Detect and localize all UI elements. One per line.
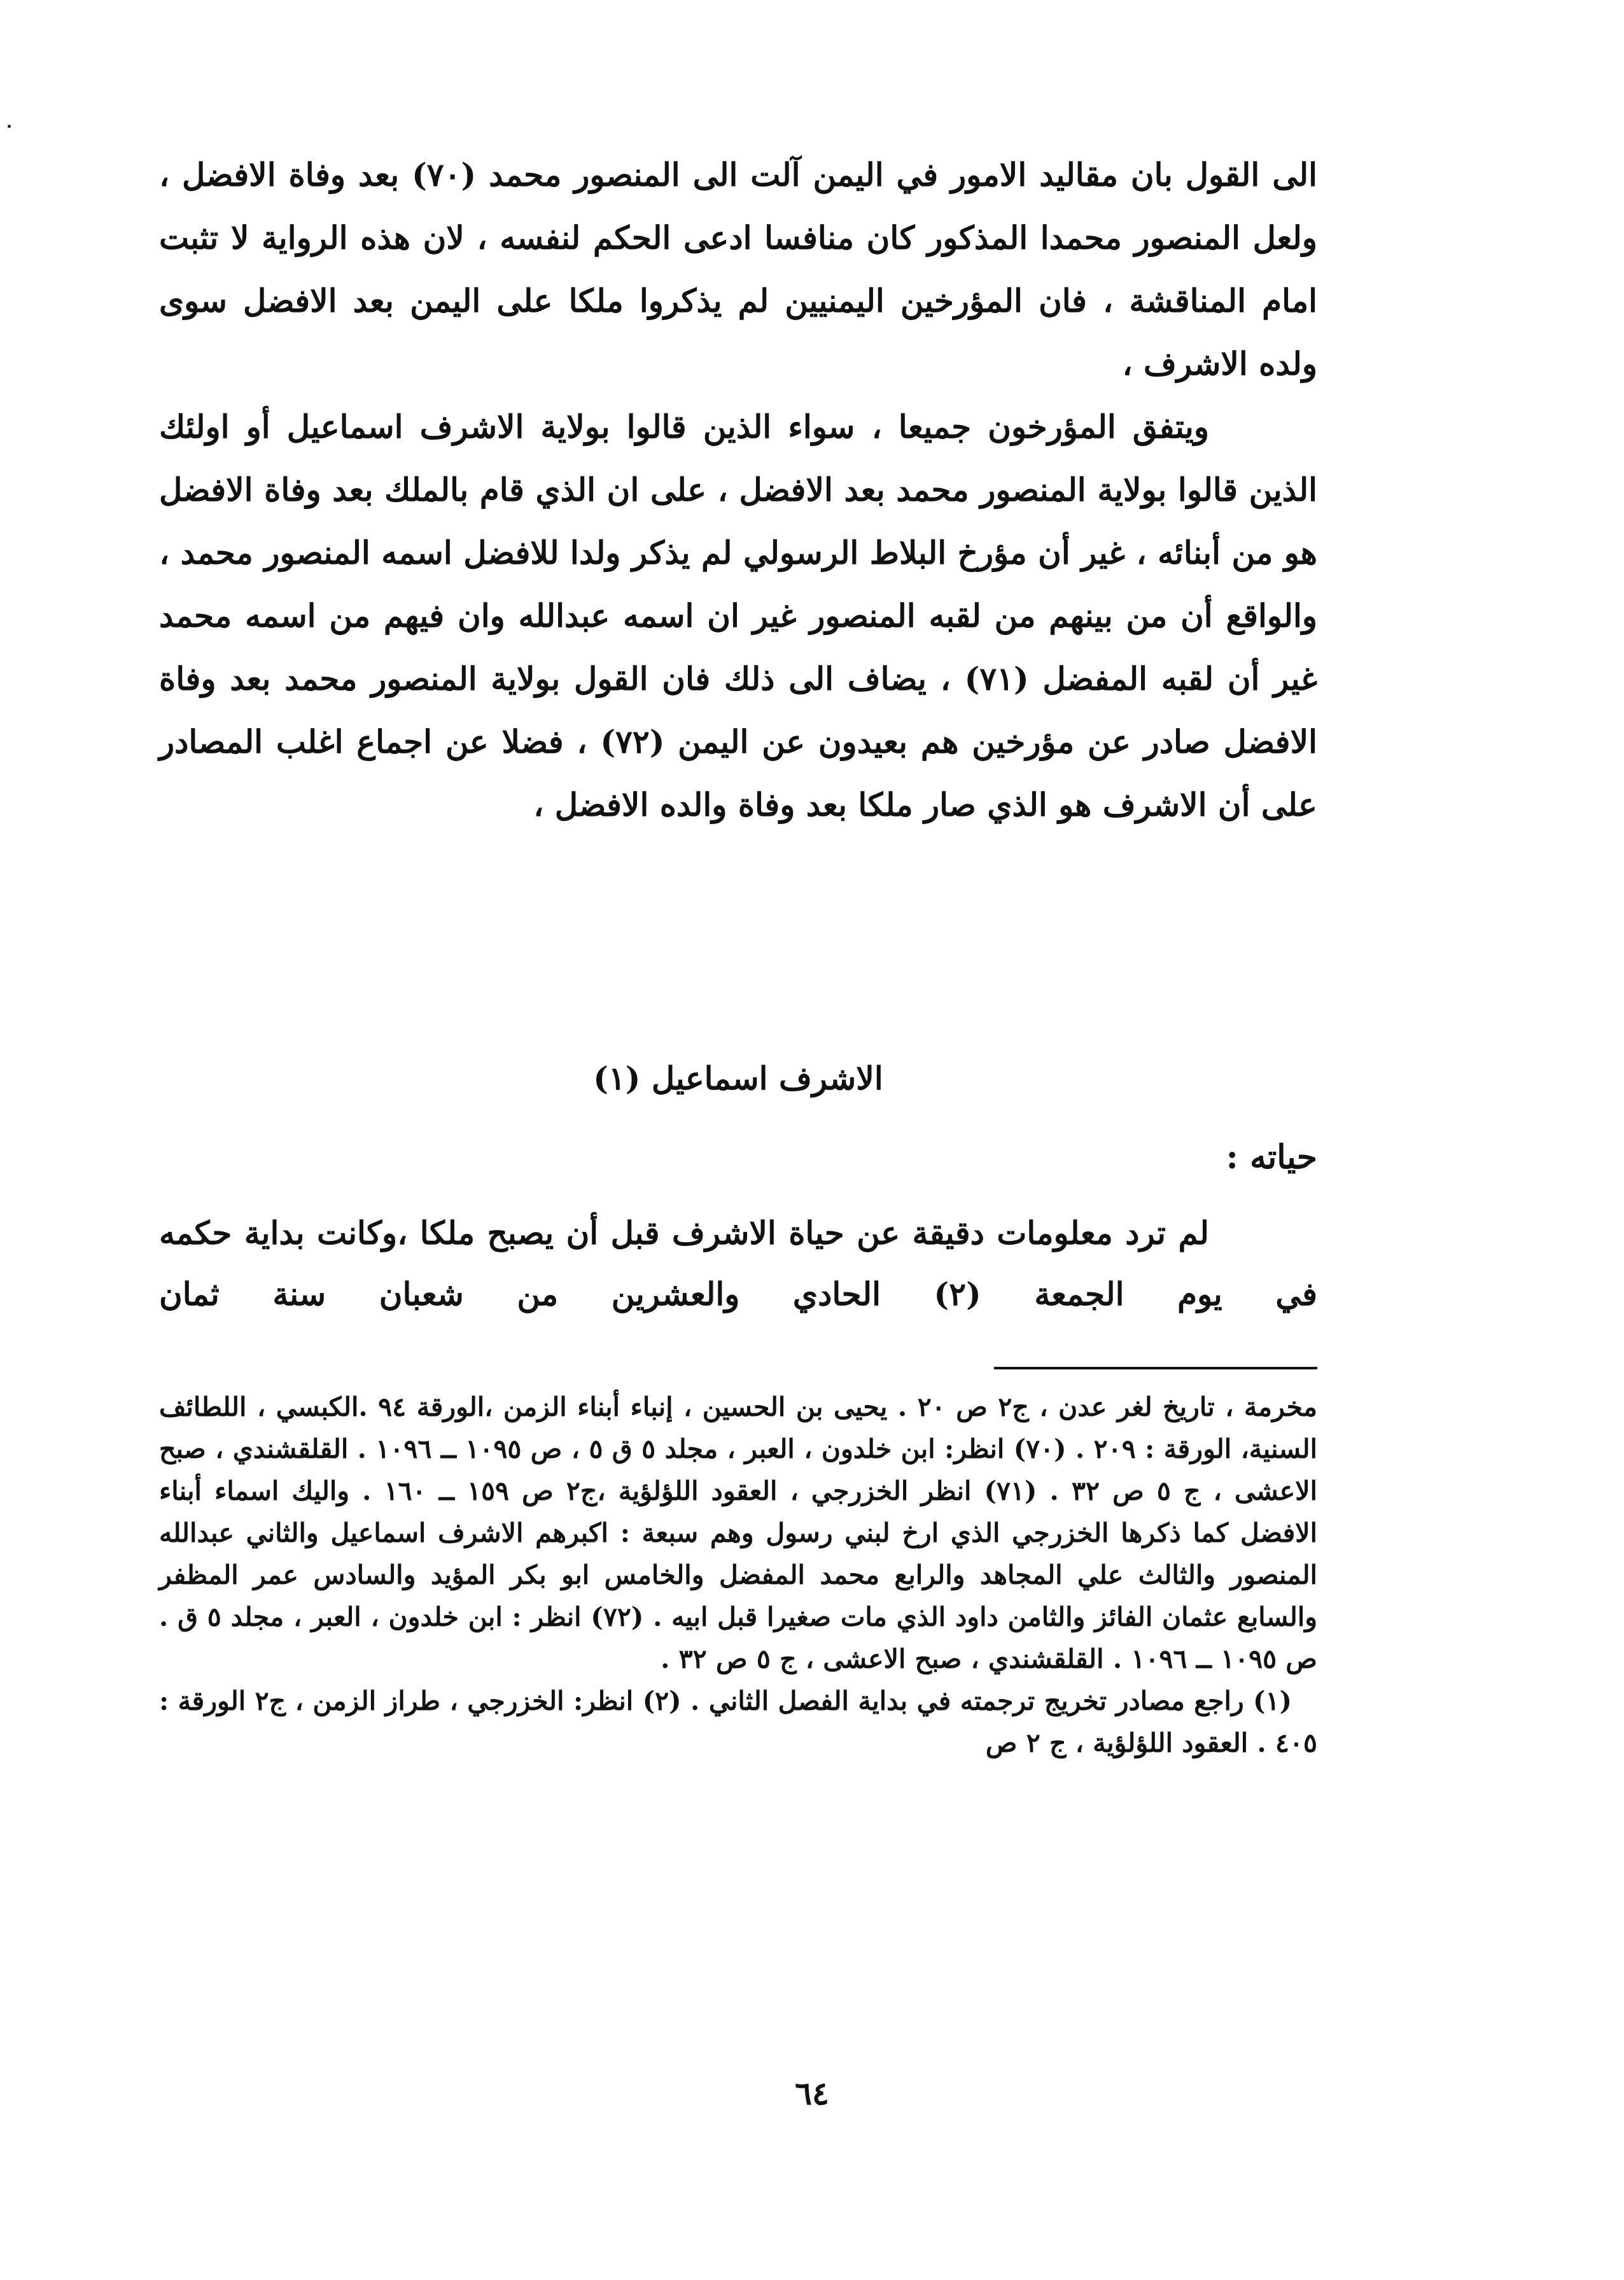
scan-speck — [8, 125, 11, 128]
page-number: ٦٤ — [795, 2074, 829, 2112]
body-paragraph-1: الى القول بان مقاليد الامور في اليمن آلت الى المنصور محمد (٧٠) بعد وفاة الافضل ، ولعل المنصور محمدا المذكور كان منافسا ادعى الحكم لنفسه ، لان هذه الرواية لا تثبت امام المناقشة ، فان المؤرخين اليمنيين لم يذكروا ملكا على اليمن بعد الافضل سوى ولده الاشرف ، — [159, 156, 1318, 382]
footnote-section: (١) راجع مصادر تخريج ترجمته في بداية الفصل الثاني . (٢) انظر: الخزرجي ، طراز الزمن ، ج٢ الورقة : ٤٠٥ . العقود اللؤلؤية ، ج ٢ ص — [159, 1686, 1317, 1758]
section-title: الاشرف اسماعيل (١) — [593, 1060, 883, 1097]
footnotes-block — [159, 1386, 1317, 1764]
sub-heading: حياته : — [1226, 1138, 1317, 1177]
section-paragraph: لم ترد معلومات دقيقة عن حياة الاشرف قبل أن يصبح ملكا ،وكانت بداية حكمه في يوم الجمعة (٢) الحادي والعشرين من شعبان سنة ثمان — [159, 1214, 1317, 1313]
section-body-text — [159, 1203, 1317, 1325]
footnote-continued: مخرمة ، تاريخ لغر عدن ، ج٢ ص ٢٠ . يحيى بن الحسين ، إنباء أبناء الزمن ،الورقة ٩٤ .الكبسي ، اللطائف السنية، الورقة : ٢٠٩ . (٧٠) انظر: ابن خلدون ، العبر ، مجلد ٥ ق ٥ ، ص ١٠٩٥ ــ ١٠٩٦ . القلقشندي ، صبح الاعشى ، ج ٥ ص ٣٢ . (٧١) انظر الخزرجي ، العقود اللؤلؤية ،ج٢ ص ١٥٩ ــ ١٦٠ . واليك اسماء أبناء الافضل كما ذكرها الخزرجي الذي ارخ لبني رسول وهم سبعة : اكبرهم الاشرف اسماعيل والثاني عبدالله المنصور والثالث علي المجاهد والرابع محمد المفضل والخامس ابو بكر المؤيد والسادس عمر المظفر والسابع عثمان الفائز والثامن داود الذي مات صغيرا قبل ابيه . (٧٢) انظر : ابن خلدون ، العبر ، مجلد ٥ ق . ص ١٠٩٥ ــ ١٠٩٦ . القلقشندي ، صبح الاعشى ، ج ٥ ص ٣٢ . — [159, 1392, 1318, 1674]
main-body-text — [159, 143, 1317, 836]
footnote-separator — [994, 1367, 1317, 1369]
body-paragraph-2: ويتفق المؤرخون جميعا ، سواء الذين قالوا بولاية الاشرف اسماعيل أو اولئك الذين قالوا بولاية المنصور محمد بعد الافضل ، على ان الذي قام بالملك بعد وفاة الافضل هو من أبنائه ، غير أن مؤرخ البلاط الرسولي لم يذكر ولدا للافضل اسمه المنصور محمد ، والواقع أن من بينهم من لقبه المنصور غير ان اسمه عبدالله وان فيهم من اسمه محمد غير أن لقبه المفضل (٧١) ، يضاف الى ذلك فان القول بولاية المنصور محمد بعد وفاة الافضل صادر عن مؤرخين هم بعيدون عن اليمن (٧٢) ، فضلا عن اجماع اغلب المصادر على أن الاشرف هو الذي صار ملكا بعد وفاة والده الافضل ، — [159, 408, 1317, 823]
